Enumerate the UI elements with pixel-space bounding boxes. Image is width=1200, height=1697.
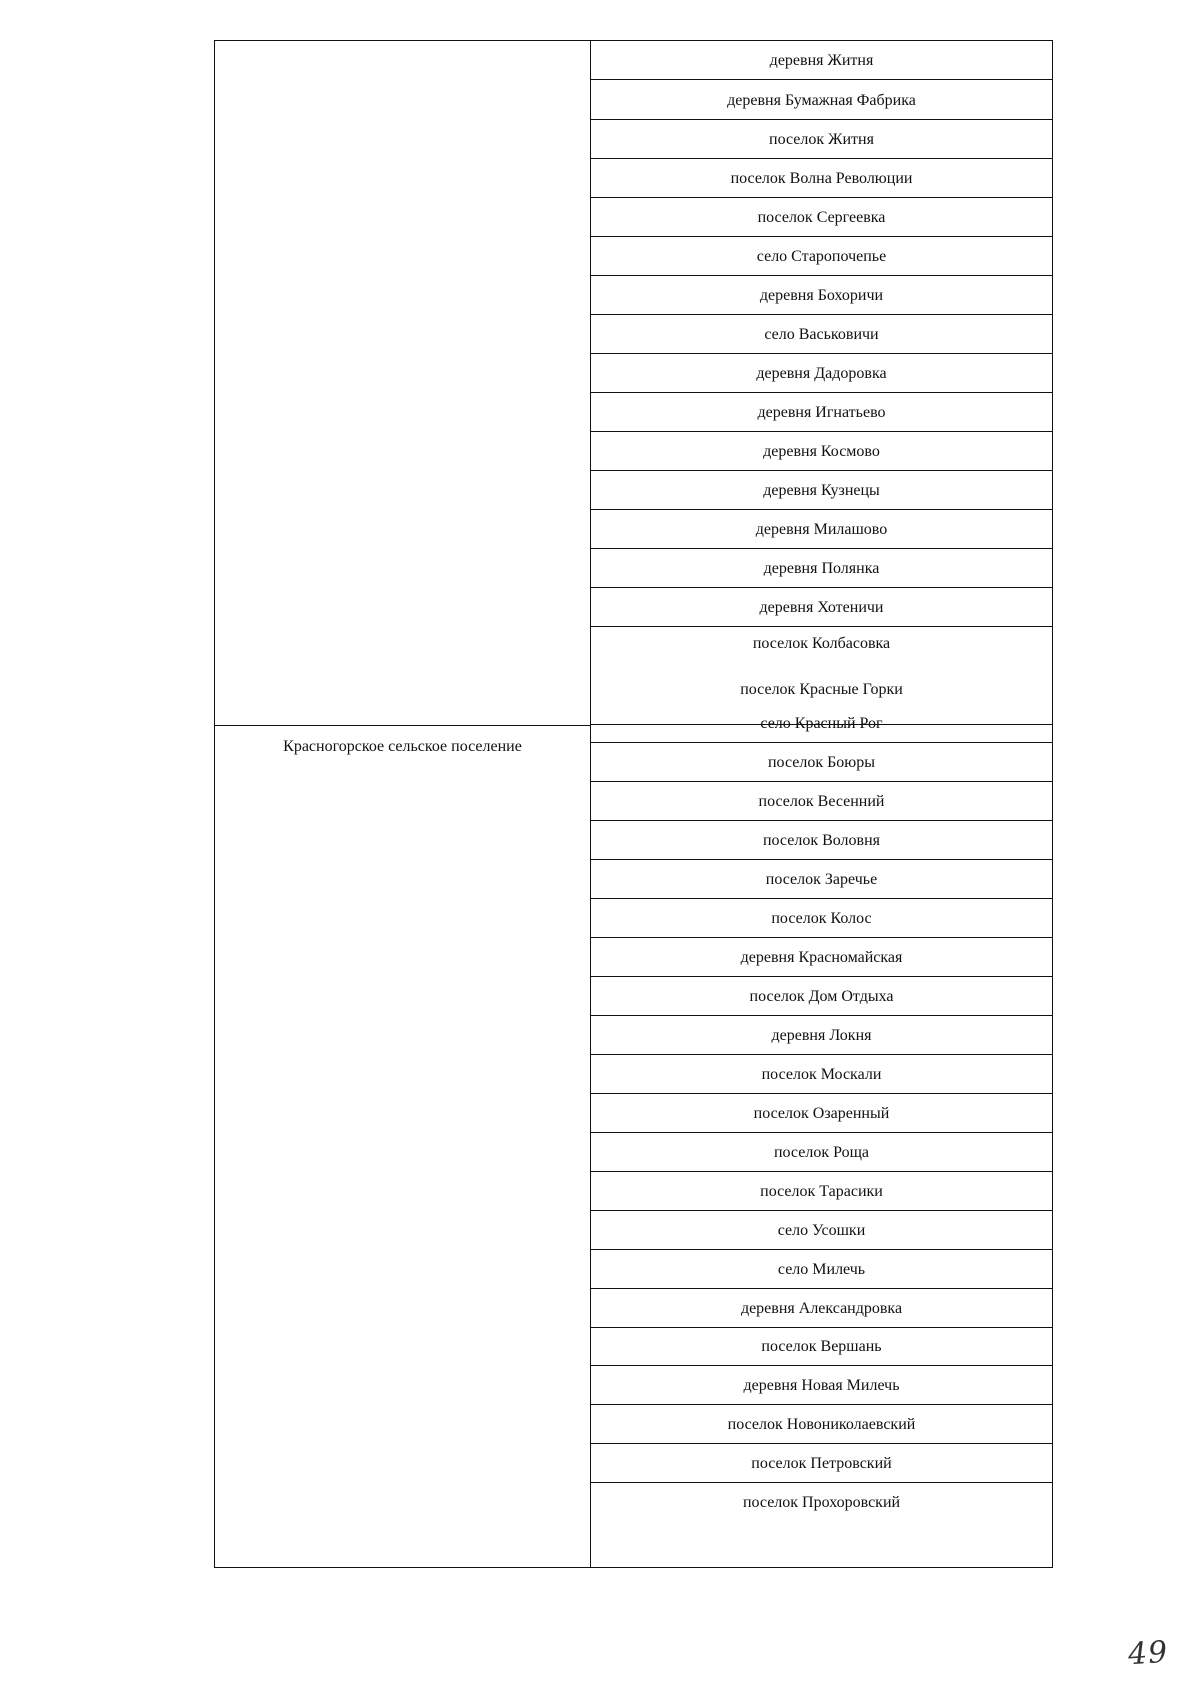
locality-row: деревня Бохоричи <box>591 276 1052 315</box>
locality-row: поселок Волна Революции <box>591 159 1052 198</box>
locality-row: поселок Тарасики <box>591 1172 1052 1211</box>
locality-row: поселок Колбасовка <box>752 635 891 652</box>
locality-row: поселок Заречье <box>591 860 1052 899</box>
left-column-row-divider <box>215 725 590 726</box>
locality-row: деревня Милашово <box>591 510 1052 549</box>
locality-row: деревня Новая Милечь <box>591 1366 1052 1405</box>
locality-row: село Старопочепье <box>591 237 1052 276</box>
locality-row: деревня Дадоровка <box>591 354 1052 393</box>
locality-row: поселок Красные Горки <box>591 662 1052 725</box>
locality-row: село Васьковичи <box>591 315 1052 354</box>
locality-row: поселок Сергеевка <box>591 198 1052 237</box>
locality-row: деревня Кузнецы <box>591 471 1052 510</box>
locality-row: деревня Александровка <box>591 1289 1052 1328</box>
locality-row: поселок Роща <box>591 1133 1052 1172</box>
locality-row: деревня Игнатьево <box>591 393 1052 432</box>
locality-row: поселок Боюры <box>591 743 1052 782</box>
handwritten-page-number: 49 <box>1126 1634 1170 1673</box>
locality-row: поселок Прохоровский <box>742 1494 901 1511</box>
locality-row: поселок Москали <box>591 1055 1052 1094</box>
locality-row: деревня Красномайская <box>591 938 1052 977</box>
locality-row: поселок Воловня <box>591 821 1052 860</box>
settlements-table <box>214 40 1053 1568</box>
locality-row: поселок Вершань <box>591 1327 1052 1366</box>
locality-row: поселок Дом Отдыха <box>591 977 1052 1016</box>
locality-row: деревня Космово <box>591 432 1052 471</box>
locality-row: деревня Полянка <box>591 549 1052 588</box>
locality-row: поселок Весенний <box>591 782 1052 821</box>
locality-row: село Усошки <box>591 1211 1052 1250</box>
locality-row: село Красный Рог <box>591 704 1052 743</box>
locality-row: село Милечь <box>591 1250 1052 1289</box>
locality-row: поселок Озаренный <box>591 1094 1052 1133</box>
locality-row: поселок Житня <box>591 120 1052 159</box>
locality-row: деревня Бумажная Фабрика <box>591 81 1052 120</box>
locality-row: деревня Житня <box>591 41 1052 80</box>
locality-row: деревня Хотеничи <box>591 588 1052 627</box>
locality-row: деревня Локня <box>591 1016 1052 1055</box>
settlement-name-cell: Красногорское сельское поселение <box>283 738 522 755</box>
locality-row: поселок Петровский <box>591 1444 1052 1483</box>
locality-row: поселок Новониколаевский <box>591 1405 1052 1444</box>
locality-row: поселок Колос <box>591 899 1052 938</box>
